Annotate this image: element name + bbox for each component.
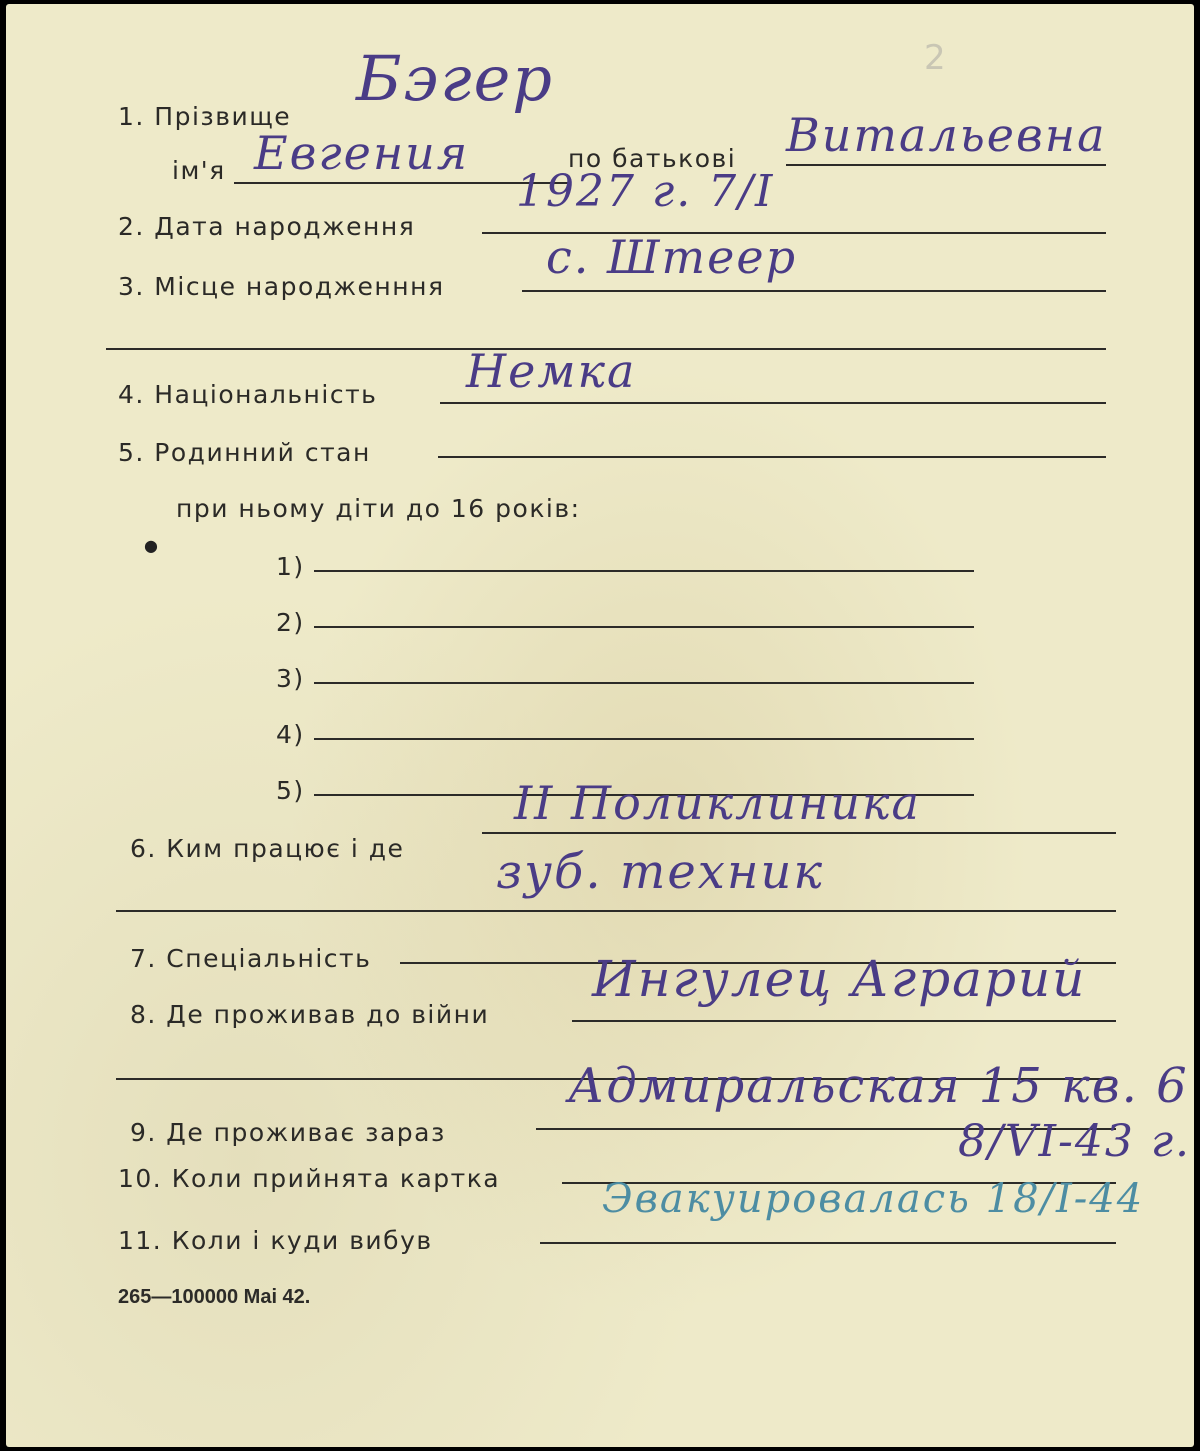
hand-departure: Эвакуировалась 18/I-44 (602, 1176, 1145, 1222)
hand-nationality: Немка (466, 344, 637, 398)
hand-birth-date: 1927 г. 7/I (516, 166, 775, 217)
label-birth-date: 2. Дата народження (118, 212, 416, 241)
label-child-3: 3) (276, 664, 305, 693)
work-line (482, 832, 1116, 834)
work-line-2 (116, 910, 1116, 912)
label-departure: 11. Коли і куди вибув (118, 1226, 433, 1255)
hand-prewar-address: Ингулец Аграрий (592, 950, 1087, 1008)
label-child-5: 5) (276, 776, 305, 805)
hand-current-address: Адмиральская 15 кв. 6 (568, 1058, 1189, 1114)
ink-blot: ● (144, 536, 158, 555)
label-card-accepted: 10. Коли прийнята картка (118, 1164, 501, 1193)
registration-card (6, 4, 1194, 1447)
departure-line (540, 1242, 1116, 1244)
label-work: 6. Ким працює і де (130, 834, 405, 863)
label-child-4: 4) (276, 720, 305, 749)
birth-place-line (522, 290, 1106, 292)
label-speciality: 7. Спеціальність (130, 944, 372, 973)
label-child-2: 2) (276, 608, 305, 637)
label-child-1: 1) (276, 552, 305, 581)
child-3-line (314, 682, 974, 684)
label-children: при ньому діти до 16 років: (176, 494, 581, 523)
hand-work-2: зуб. техник (496, 844, 825, 900)
label-birth-place: 3. Місце народженння (118, 272, 445, 301)
label-nationality: 4. Національність (118, 380, 378, 409)
hand-work-1: II Поликлиника (514, 776, 921, 830)
label-patronymic: по батькові (568, 144, 737, 173)
label-marital-status: 5. Родинний стан (118, 438, 371, 467)
label-current-address: 9. Де проживає зараз (130, 1118, 446, 1147)
hand-birth-place: с. Штеер (546, 230, 798, 284)
hand-card-date: 8/VI-43 г. (958, 1116, 1192, 1167)
print-code: 265—100000 Mai 42. (118, 1286, 311, 1308)
hand-surname: Бэгер (356, 42, 554, 115)
label-prewar-address: 8. Де проживав до війни (130, 1000, 490, 1029)
prewar-address-line (572, 1020, 1116, 1022)
child-1-line (314, 570, 974, 572)
child-2-line (314, 626, 974, 628)
patronymic-line (786, 164, 1106, 166)
label-surname: 1. Прізвище (118, 102, 292, 131)
child-4-line (314, 738, 974, 740)
marital-status-line (438, 456, 1106, 458)
label-first-name: ім'я (172, 156, 226, 185)
nationality-line (440, 402, 1106, 404)
hand-patronymic: Витальевна (786, 108, 1107, 162)
pencil-number: 2 (924, 38, 946, 78)
hand-first-name: Евгения (254, 126, 470, 180)
